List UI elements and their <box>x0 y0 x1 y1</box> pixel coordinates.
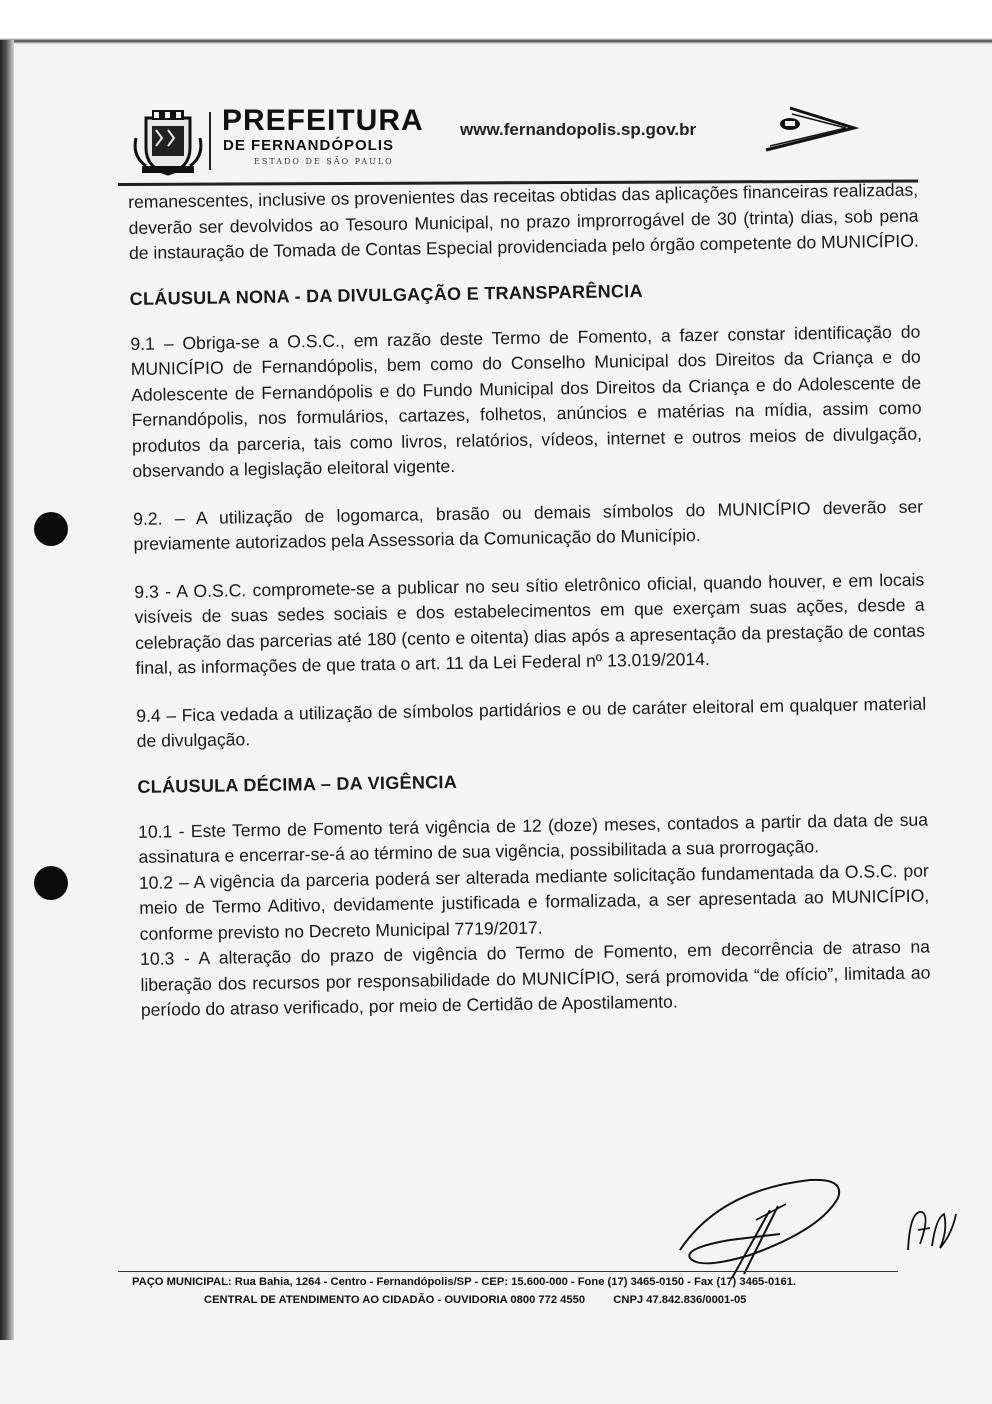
footer-rule <box>118 1271 898 1272</box>
hole-punch-top <box>34 512 68 546</box>
paragraph-9-2: 9.2. – A utilização de logomarca, brasão ou demais símbolos do MUNICÍPIO deverão ser previamente autorizados pela Assessoria da Comunicação do Município. <box>133 496 924 554</box>
brand-subtitle: DE FERNANDÓPOLIS <box>223 137 395 154</box>
signature-mark <box>660 1170 860 1280</box>
document-body <box>128 178 931 1024</box>
paragraph-intro: remanescentes, inclusive os provenientes das receitas obtidas das aplicações financeiras realizadas, deverão ser devolvidos ao Tesouro Municipal, no prazo improrrogável de 30 (trinta) dias, sob pena de instauração de Tomada de Contas Especial providenciada pelo órgão competente do MUNICÍPIO. <box>128 179 919 263</box>
brand-title: PREFEITURA <box>222 104 424 137</box>
initials-mark <box>900 1200 962 1262</box>
paragraph-9-1: 9.1 – Obriga-se a O.S.C., em razão deste Termo de Fomento, a fazer constar identificação do MUNICÍPIO de Fernandópolis, bem como do Conselho Municipal dos Direitos da Criança e do Adolescente de Fernandópolis e do Fundo Municipal dos Direitos da Criança e do Adolescente de Fernandópolis, nos formulários, cartazes, folhetos, anúncios e matérias na mídia, assim como produtos da parceria, tais como livros, relatórios, vídeos, internet e outros meios de divulgação, observando a legislação eleitoral vigente. <box>130 321 923 481</box>
paragraph-10-3: 10.3 - A alteração do prazo de vigência do Termo de Fomento, em decorrência de atraso na liberação dos recursos por responsabilidade do MUNICÍPIO, será promovida “de ofício”, limitada ao período do atraso verificado, por meio de Certidão de Apostilamento. <box>139 936 931 1020</box>
clause-ten-heading: CLÁUSULA DÉCIMA – DA VIGÊNCIA <box>137 771 458 797</box>
hole-punch-bottom <box>34 866 68 900</box>
clause-nine-heading: CLÁUSULA NONA - DA DIVULGAÇÃO E TRANSPARÊNCIA <box>129 280 643 309</box>
paragraph-10-2: 10.2 – A vigência da parceria poderá ser alterada mediante solicitação fundamentada da O.S.C. por meio de Termo Aditivo, devidamente justificada e formalizada, a ser apresentada ao MUNICÍPIO, conforme previsto no Decreto Municipal 7719/2017. <box>138 860 930 944</box>
footer-address: PAÇO MUNICIPAL: Rua Bahia, 1264 - Centro - Fernandópolis/SP - CEP: 15.600-000 - Fone (17) 3465-0150 - Fax (17) 3465-0161. <box>132 1276 797 1288</box>
paragraph-9-3: 9.3 - A O.S.C. compromete-se a publicar no seu sítio eletrônico oficial, quando houver, e em locais visíveis de suas sedes sociais e dos estabelecimentos em que exerçam suas ações, desde a celebração das parcerias até 180 (cento e oitenta) dias após a apresentação da prestação de contas final, as informações de que trata o art. 11 da Lei Federal nº 13.019/2014. <box>134 569 926 678</box>
municipal-crest-icon <box>132 108 204 176</box>
arrow-logo-icon <box>760 100 860 155</box>
website-url: www.fernandopolis.sp.gov.br <box>460 120 697 139</box>
paragraph-9-4: 9.4 – Fica vedada a utilização de símbolos partidários e ou de caráter eleitoral em qualquer material de divulgação. <box>136 693 927 751</box>
paragraph-10-1: 10.1 - Este Termo de Fomento terá vigência de 12 (doze) meses, contados a partir da data de sua assinatura e encerrar-se-á ao término de sua vigência, possibilitada a sua prorrogação. <box>137 809 929 867</box>
header-divider <box>209 112 211 170</box>
brand-state: ESTADO DE SÃO PAULO <box>254 157 394 166</box>
footer-cnpj: CNPJ 47.842.836/0001-05 <box>613 1294 747 1306</box>
footer-contact <box>204 1294 844 1306</box>
footer-ombudsman: CENTRAL DE ATENDIMENTO AO CIDADÃO - OUVIDORIA 0800 772 4550 <box>204 1294 586 1306</box>
